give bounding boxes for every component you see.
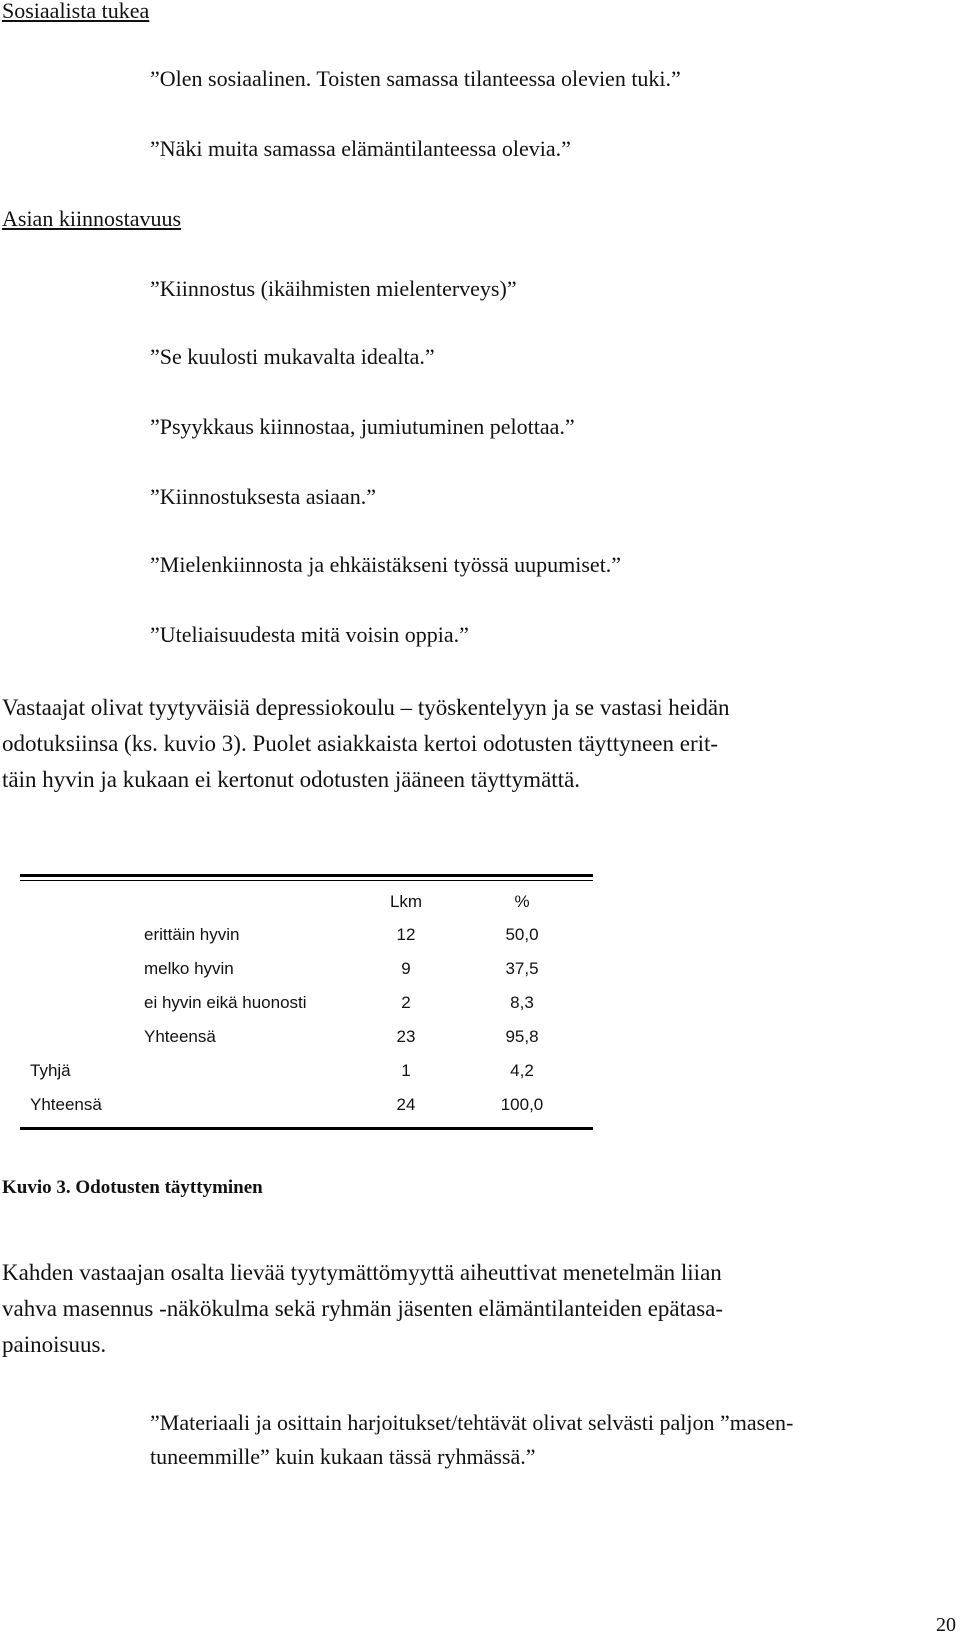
table-cell-count: 1 — [401, 1061, 411, 1080]
paragraph-line: vahva masennus -näkökulma sekä ryhmän jäsenten elämäntilanteiden epätasa- — [2, 1296, 724, 1321]
table-cell-percent: 95,8 — [505, 1027, 539, 1046]
quote-item: ”Kiinnostuksesta asiaan.” — [150, 484, 377, 509]
table-cell-percent: 100,0 — [500, 1095, 544, 1114]
column-header-count: Lkm — [389, 892, 423, 911]
section-heading-social-support: Sosiaalista tukea — [2, 0, 150, 23]
table-row-group: Yhteensä — [30, 1095, 102, 1114]
quote-item: ”Se kuulosti mukavalta idealta.” — [150, 344, 435, 369]
table-cell-percent: 8,3 — [510, 993, 534, 1012]
quote-item: ”Uteliaisuudesta mitä voisin oppia.” — [150, 622, 469, 647]
table-cell-count: 23 — [396, 1027, 416, 1046]
body-paragraph-dissatisfaction — [2, 1255, 723, 1363]
table-row-label: erittäin hyvin — [144, 925, 240, 944]
table-top-rule-thin — [20, 880, 593, 881]
paragraph-line: Kahden vastaajan osalta lievää tyytymättömyyttä aiheuttivat menetelmän liian — [2, 1260, 722, 1285]
table-top-rule — [20, 874, 593, 877]
table-cell-percent: 50,0 — [505, 925, 539, 944]
table-row-label: Yhteensä — [144, 1027, 216, 1046]
quote-line: ”Materiaali ja osittain harjoitukset/tehtävät olivat selvästi paljon ”masen- — [150, 1410, 794, 1435]
quote-line: tuneemmille” kuin kukaan tässä ryhmässä.” — [150, 1444, 536, 1469]
quote-item: ”Olen sosiaalinen. Toisten samassa tilanteessa olevien tuki.” — [150, 66, 681, 91]
column-header-percent: % — [514, 892, 530, 911]
quote-item: ”Kiinnostus (ikäihmisten mielenterveys)” — [150, 276, 517, 301]
paragraph-line: painoisuus. — [2, 1332, 107, 1357]
table-cell-count: 24 — [396, 1095, 416, 1114]
quote-block — [150, 1406, 793, 1474]
table-cell-count: 2 — [401, 993, 411, 1012]
quote-item: ”Psyykkaus kiinnostaa, jumiutuminen pelottaa.” — [150, 414, 575, 439]
quote-item: ”Mielenkiinnosta ja ehkäistäkseni työssä uupumiset.” — [150, 552, 622, 577]
table-bottom-rule — [20, 1127, 593, 1130]
paragraph-line: täin hyvin ja kukaan ei kertonut odotusten jääneen täyttymättä. — [2, 767, 581, 792]
paragraph-line: Vastaajat olivat tyytyväisiä depressiokoulu – työskentelyyn ja se vastasi heidän — [2, 695, 730, 720]
figure-caption: Kuvio 3. Odotusten täyttyminen — [2, 1177, 263, 1198]
table-cell-count: 9 — [401, 959, 411, 978]
table-row-group: Tyhjä — [30, 1061, 71, 1080]
paragraph-line: odotuksiinsa (ks. kuvio 3). Puolet asiakkaista kertoi odotusten täyttyneen erit- — [2, 731, 719, 756]
page-number: 20 — [936, 1614, 956, 1636]
table-row-label: ei hyvin eikä huonosti — [144, 993, 307, 1012]
table-cell-count: 12 — [396, 925, 416, 944]
table-cell-percent: 37,5 — [505, 959, 539, 978]
body-paragraph-satisfaction — [2, 690, 730, 798]
table-row-label: melko hyvin — [144, 959, 234, 978]
table-cell-percent: 4,2 — [510, 1061, 534, 1080]
quote-item: ”Näki muita samassa elämäntilanteessa olevia.” — [150, 136, 571, 161]
section-heading-interest: Asian kiinnostavuus — [2, 206, 182, 231]
